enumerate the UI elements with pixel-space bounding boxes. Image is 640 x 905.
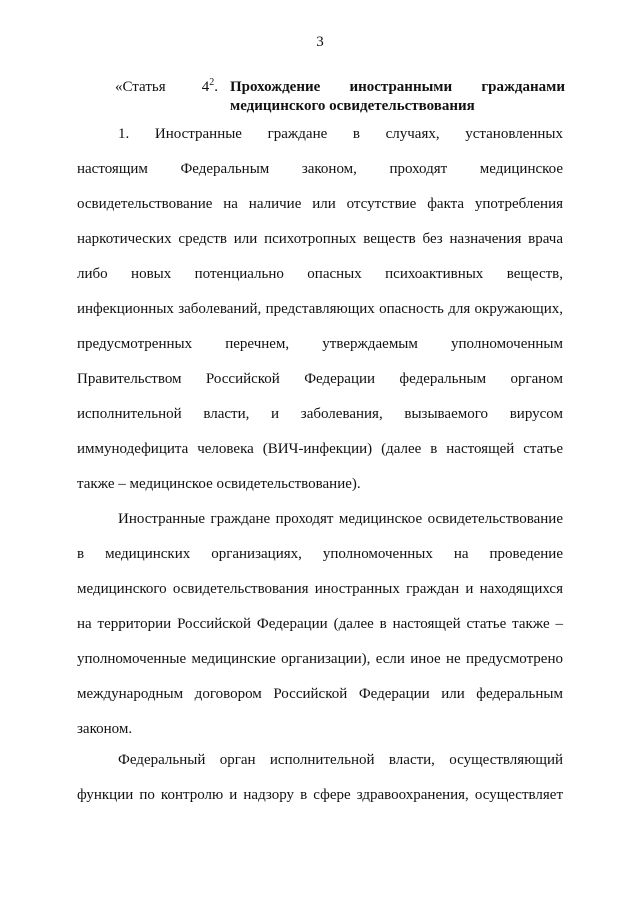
paragraph-line: наркотических средств или психотропных веществ без назначения врача	[77, 231, 563, 247]
paragraph-line: исполнительной власти, и заболевания, вызываемого вирусом	[77, 406, 563, 422]
paragraph-line: либо новых потенциально опасных психоактивных веществ,	[77, 266, 563, 282]
article-title-line-2: медицинского освидетельствования	[230, 98, 475, 114]
paragraph-line: настоящим Федеральным законом, проходят медицинское	[77, 161, 563, 177]
paragraph-line: медицинского освидетельствования иностранных граждан и находящихся	[77, 581, 563, 597]
paragraph-line: законом.	[77, 721, 133, 737]
paragraph-line: Правительством Российской Федерации федеральным органом	[77, 371, 563, 387]
paragraph-line: международным договором Российской Федерации или федеральным	[77, 686, 563, 702]
article-label	[115, 78, 230, 97]
paragraph-1	[77, 122, 563, 496]
paragraph-3	[77, 748, 563, 807]
paragraph-line: в медицинских организациях, уполномоченных на проведение	[77, 546, 563, 562]
paragraph-line: уполномоченные медицинские организации), если иное не предусмотрено	[77, 651, 563, 667]
paragraph-line: функции по контролю и надзору в сфере здравоохранения, осуществляет	[77, 787, 563, 803]
article-number: $4^2$.	[201, 77, 218, 95]
paragraph-line: 1. Иностранные граждане в случаях, установленных	[118, 126, 563, 142]
paragraph-line: инфекционных заболеваний, представляющих опасность для окружающих,	[77, 301, 563, 317]
article-title-line-1: Прохождение иностранными гражданами	[230, 79, 565, 95]
paragraph-line: освидетельствование на наличие или отсутствие факта употребления	[77, 196, 563, 212]
paragraph-line: Федеральный орган исполнительной власти, осуществляющий	[118, 752, 563, 768]
article-number-superscript: 2	[209, 77, 215, 88]
paragraph-line: иммунодефицита человека (ВИЧ-инфекции) (далее в настоящей статье	[77, 441, 563, 457]
paragraph-line: Иностранные граждане проходят медицинское освидетельствование	[118, 511, 563, 527]
paragraph-line: также – медицинское освидетельствование).	[77, 476, 361, 492]
paragraph-2	[77, 507, 563, 741]
article-label-prefix: «Статья	[115, 79, 166, 95]
paragraph-line: на территории Российской Федерации (далее в настоящей статье также –	[77, 616, 563, 632]
paragraph-line: предусмотренных перечнем, утверждаемым уполномоченным	[77, 336, 563, 352]
page-number: 3	[316, 34, 324, 50]
article-heading	[115, 78, 565, 116]
